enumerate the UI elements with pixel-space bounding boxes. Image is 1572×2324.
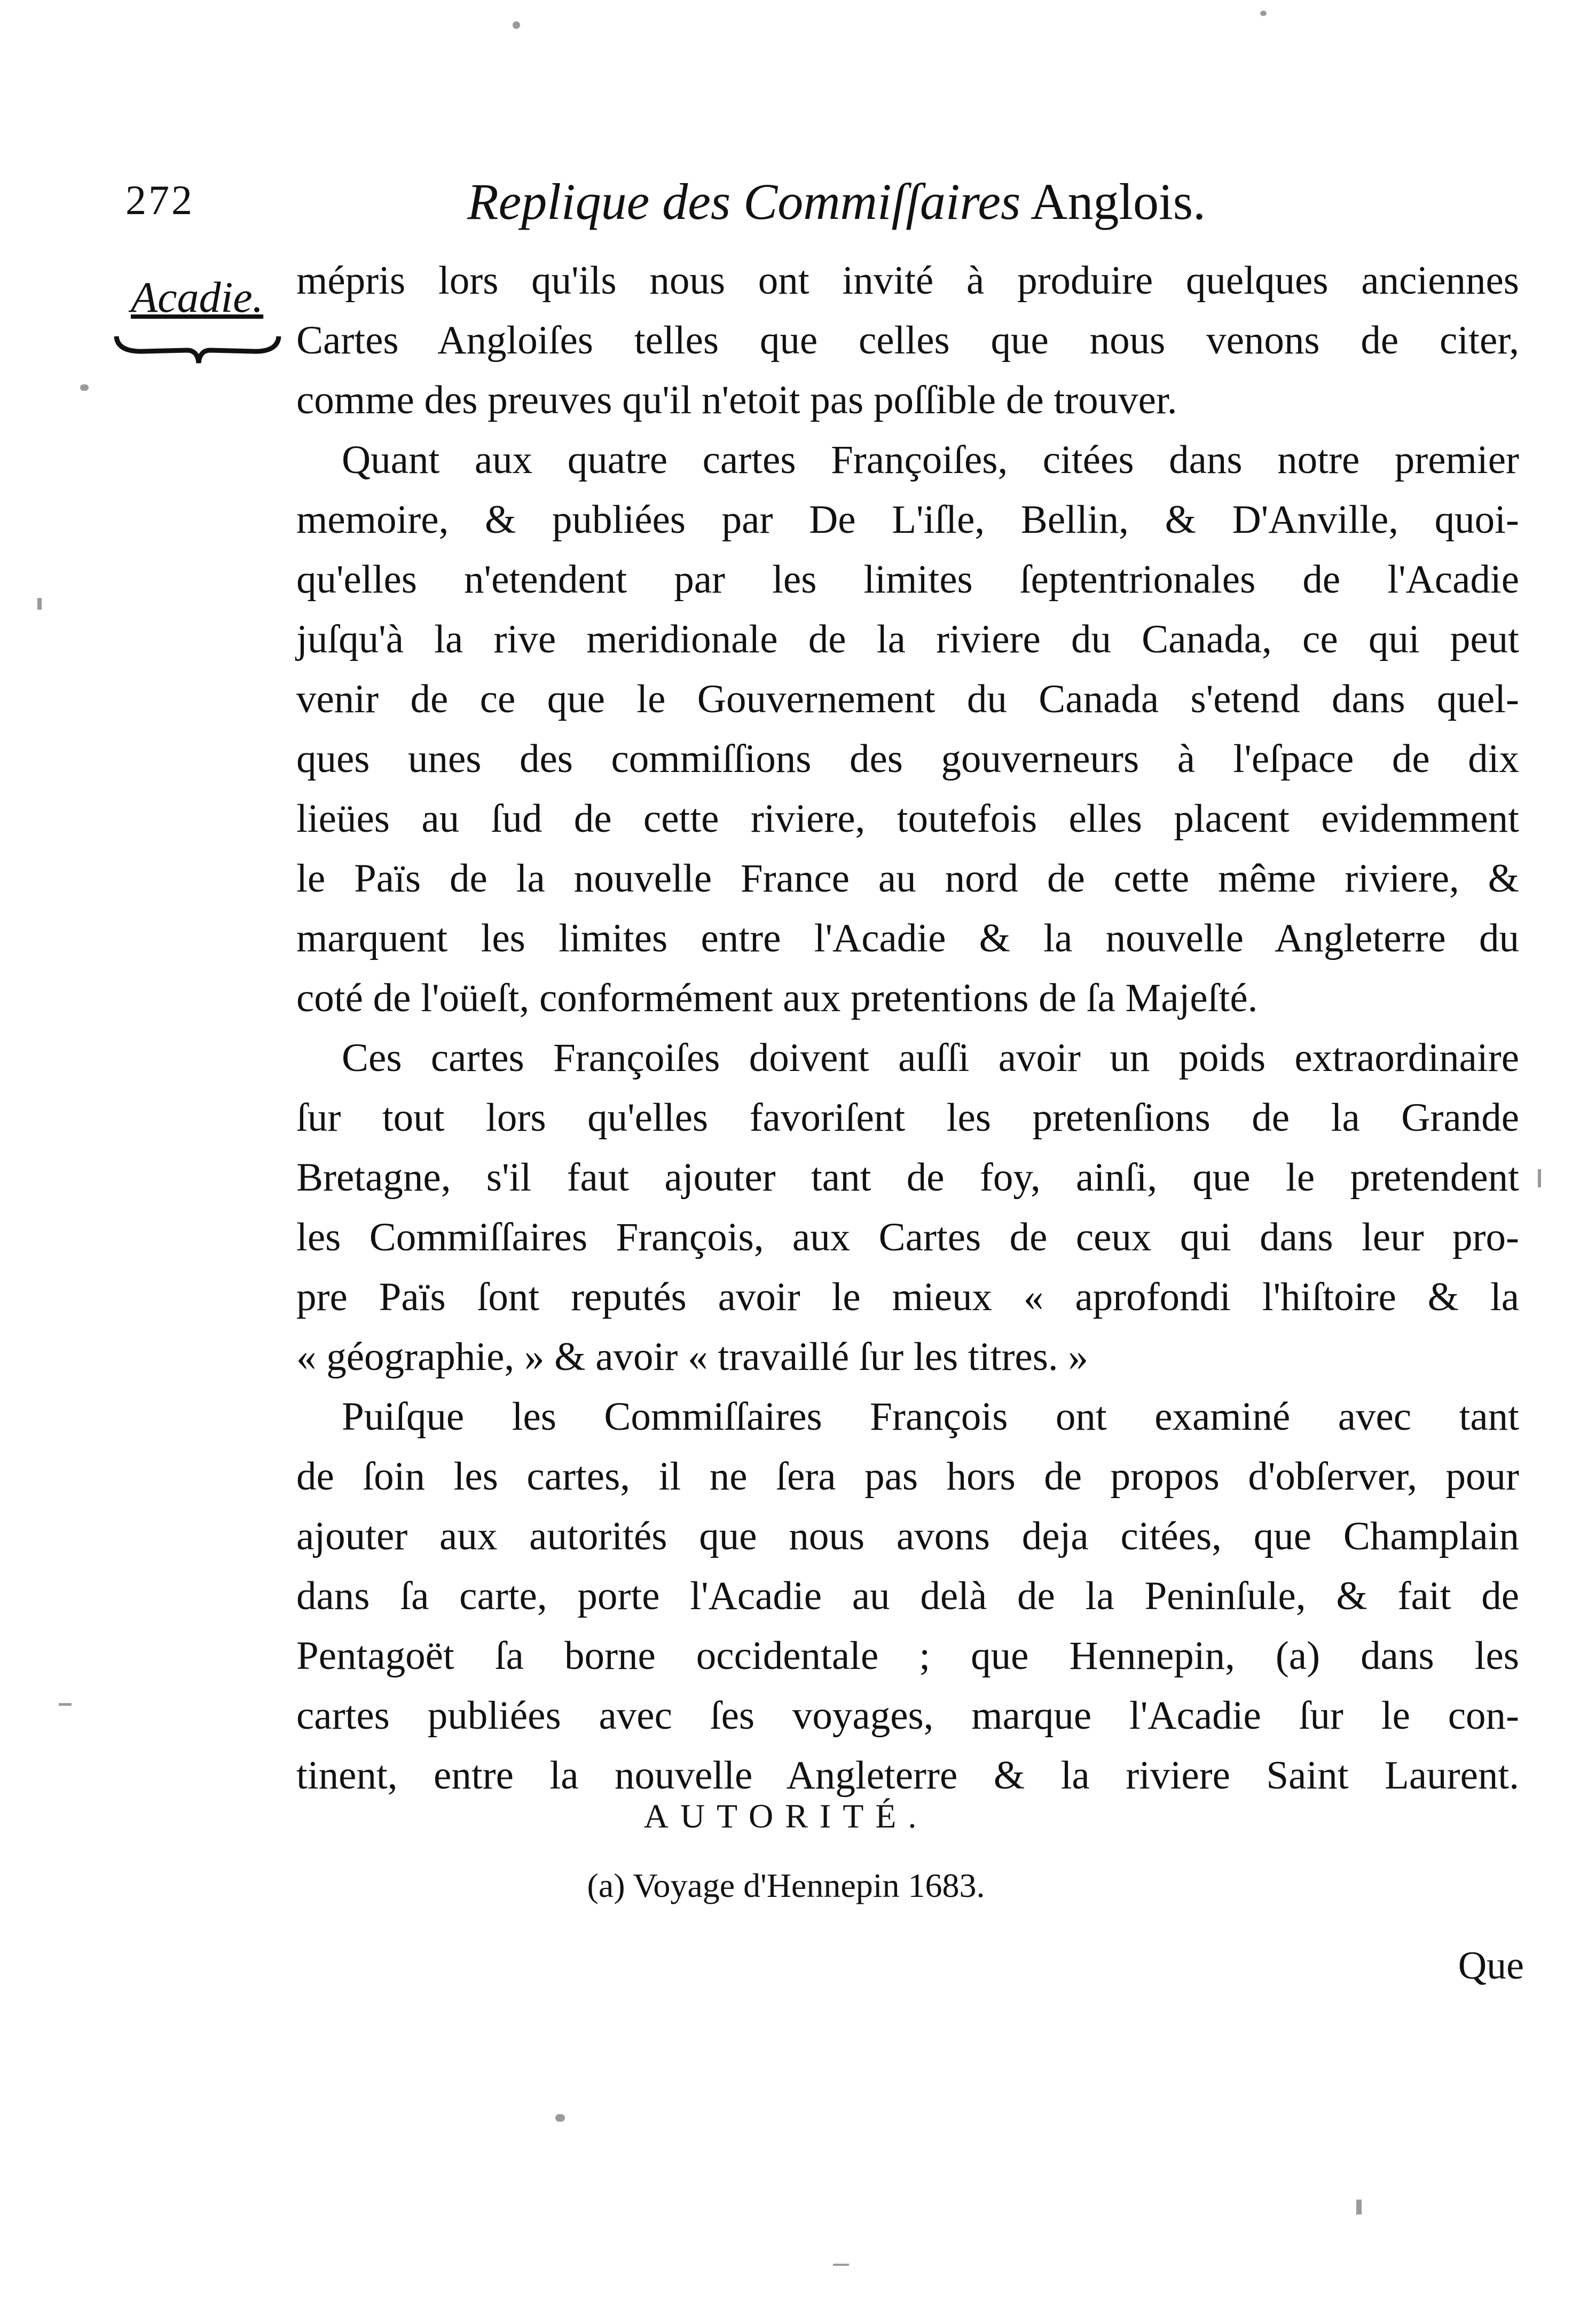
text-line: lieües au ſud de cette riviere, toutefois elles placent evidemment bbox=[296, 797, 1519, 841]
text-line: marquent les limites entre l'Acadie & la nouvelle Angleterre du bbox=[296, 916, 1519, 960]
text-line: memoire, & publiées par De L'iſle, Bellin, & D'Anville, quoi- bbox=[296, 498, 1519, 542]
scan-speck bbox=[80, 384, 89, 391]
margin-note: Acadie. bbox=[131, 273, 264, 321]
text-line: coté de l'oüeſt, conformément aux pretentions de ſa Majeſté. bbox=[296, 976, 1258, 1020]
scan-speck bbox=[513, 21, 520, 29]
text-line: venir de ce que le Gouvernement du Canada s'etend dans quel- bbox=[296, 677, 1519, 721]
text-line: ſur tout lors qu'elles favoriſent les pretenſions de la Grande bbox=[296, 1096, 1519, 1140]
catchword: Que bbox=[1458, 1944, 1524, 1988]
text-line: Cartes Angloiſes telles que celles que nous venons de citer, bbox=[296, 318, 1519, 363]
scan-speck bbox=[1356, 2200, 1362, 2215]
text-line: de ſoin les cartes, il ne ſera pas hors de propos d'obſerver, pour bbox=[296, 1454, 1519, 1499]
page-number: 272 bbox=[125, 177, 194, 223]
running-title bbox=[467, 172, 1206, 231]
text-line: pre Païs ſont reputés avoir le mieux « aprofondi l'hiſtoire & la bbox=[296, 1275, 1519, 1319]
scan-speck bbox=[1538, 1169, 1541, 1187]
text-line: le Païs de la nouvelle France au nord de cette même riviere, & bbox=[296, 856, 1519, 901]
scan-speck bbox=[59, 1703, 72, 1706]
scan-speck bbox=[1260, 11, 1267, 16]
footnote: (a) Voyage d'Hennepin 1683. bbox=[587, 1866, 985, 1904]
running-title-italic: Replique des Commiſſaires bbox=[467, 173, 1021, 230]
text-line: comme des preuves qu'il n'etoit pas poſſible de trouver. bbox=[296, 378, 1177, 422]
text-line: Bretagne, s'il faut ajouter tant de foy, ainſi, que le pretendent bbox=[296, 1155, 1519, 1200]
paragraph-2 bbox=[296, 430, 1519, 1028]
text-line: Puiſque les Commiſſaires François ont examiné avec tant bbox=[342, 1395, 1519, 1439]
text-line: cartes publiées avec ſes voyages, marque l'Acadie ſur le con- bbox=[296, 1693, 1519, 1738]
text-line: les Commiſſaires François, aux Cartes de ceux qui dans leur pro- bbox=[296, 1215, 1519, 1259]
text-line: ajouter aux autorités que nous avons deja citées, que Champlain bbox=[296, 1514, 1519, 1558]
text-line: Pentagoët ſa borne occidentale ; que Hennepin, (a) dans les bbox=[296, 1634, 1519, 1678]
text-line: « géographie, » & avoir « travaillé ſur les titres. » bbox=[296, 1335, 1088, 1379]
scan-speck bbox=[37, 598, 42, 610]
text-line: juſqu'à la rive meridionale de la riviere du Canada, ce qui peut bbox=[296, 617, 1519, 661]
text-line: dans ſa carte, porte l'Acadie au delà de la Peninſule, & fait de bbox=[296, 1574, 1519, 1618]
body-text bbox=[296, 251, 1519, 1806]
running-head bbox=[125, 173, 1257, 246]
text-line: ques unes des commiſſions des gouverneurs à l'eſpace de dix bbox=[296, 737, 1519, 781]
text-line: tinent, entre la nouvelle Angleterre & la riviere Saint Laurent. bbox=[296, 1753, 1519, 1798]
text-line: Ces cartes Françoiſes doivent auſſi avoir un poids extraordinaire bbox=[342, 1036, 1519, 1080]
paragraph-1 bbox=[296, 251, 1519, 430]
scan-speck bbox=[833, 2264, 849, 2266]
paragraph-3 bbox=[296, 1028, 1519, 1387]
section-heading: AUTORITÉ. bbox=[643, 1797, 929, 1835]
margin-brace-icon bbox=[112, 331, 283, 368]
text-line: qu'elles n'etendent par les limites ſeptentrionales de l'Acadie bbox=[296, 557, 1519, 602]
text-line: Quant aux quatre cartes Françoiſes, citées dans notre premier bbox=[342, 438, 1519, 482]
text-line: mépris lors qu'ils nous ont invité à produire quelques anciennes bbox=[296, 258, 1519, 303]
running-title-roman: Anglois. bbox=[1031, 173, 1206, 230]
scan-speck bbox=[555, 2114, 565, 2122]
paragraph-4 bbox=[296, 1387, 1519, 1806]
